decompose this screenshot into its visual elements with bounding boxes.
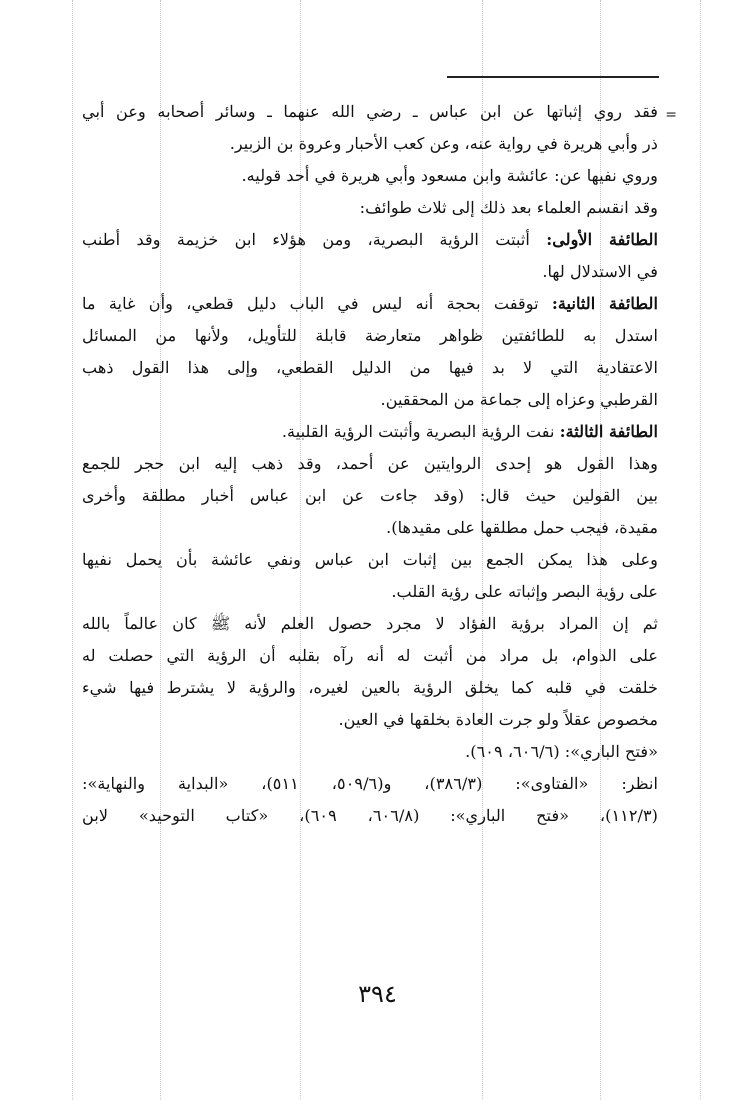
text-line (82, 576, 658, 608)
line-text: وهذا القول هو إحدى الروايتين عن أحمد، وقد ذهب إليه ابن حجر للجمع (82, 454, 658, 473)
section-lead: الطائفة الثالثة: (559, 422, 658, 441)
line-text: وعلى هذا يمكن الجمع بين إثبات ابن عباس ونفي عائشة بأن يحمل نفيها (82, 550, 658, 569)
line-text: وقد انقسم العلماء بعد ذلك إلى ثلاث طوائف: (359, 198, 658, 217)
section-lead: الطائفة الثانية: (551, 294, 658, 313)
footnote-separator-rule (447, 76, 659, 78)
line-text: فقد روي إثباتها عن ابن عباس ـ رضي الله عنهما ـ وسائر أصحابه وعن أبي (82, 102, 658, 121)
text-line (82, 480, 658, 512)
text-line (82, 416, 658, 448)
text-line (82, 800, 658, 832)
line-text: الاعتقادية التي لا بد فيها من الدليل القطعي، وإلى هذا القول ذهب (82, 358, 658, 377)
text-line (82, 256, 658, 288)
text-line (82, 352, 658, 384)
text-line (82, 704, 658, 736)
line-text: نفت الرؤية البصرية وأثبتت الرؤية القلبية. (281, 422, 560, 441)
scan-guide-line (72, 0, 73, 1100)
line-text: في الاستدلال لها. (542, 262, 658, 281)
line-text: ذر وأبي هريرة في رواية عنه، وعن كعب الأحبار وعروة بن الزبير. (229, 134, 658, 153)
line-text: مخصوص عقلاً ولو جرت العادة بخلقها في العين. (338, 710, 658, 729)
line-text: انظر: «الفتاوى»: (٣٨٦/٣)، و(٥٠٩/٦، ٥١١)، «البداية والنهاية»: (82, 774, 658, 793)
continuation-marker: = (665, 107, 677, 123)
section-lead: الطائفة الأولى: (546, 230, 658, 249)
text-line (82, 192, 658, 224)
text-line (82, 640, 658, 672)
line-text: توقفت بحجة أنه ليس في الباب دليل قطعي، وأن غاية ما (82, 294, 552, 313)
text-line (82, 672, 658, 704)
text-line (82, 448, 658, 480)
line-text: «فتح الباري»: (٦٠٦/٦، ٦٠٩). (465, 742, 658, 761)
line-text: استدل به للطائفتين ظواهر متعارضة قابلة للتأويل، ولأنها من المسائل (82, 326, 658, 345)
line-text: بين القولين حيث قال: (وقد جاءت عن ابن عباس أخبار مطلقة وأخرى (82, 486, 658, 505)
text-line (82, 320, 658, 352)
line-text: مقيدة، فيجب حمل مطلقها على مقيدها). (386, 518, 658, 537)
line-text: (١١٢/٣)، «فتح الباري»: (٦٠٦/٨، ٦٠٩)، «كتاب التوحيد» لابن (82, 806, 658, 825)
text-line (82, 544, 658, 576)
line-text: أثبتت الرؤية البصرية، ومن هؤلاء ابن خزيمة وقد أطنب (82, 230, 547, 249)
line-text: خلقت في قلبه كما يخلق الرؤية بالعين لغيره، والرؤية لا يشترط فيها شيء (82, 678, 658, 697)
text-line (82, 512, 658, 544)
line-text: ثم إن المراد برؤية الفؤاد لا مجرد حصول العلم لأنه ﷺ كان عالماً بالله (82, 614, 658, 633)
footnote-body (82, 96, 658, 832)
line-text: على رؤية البصر وإثباته على رؤية القلب. (391, 582, 658, 601)
text-line (82, 96, 658, 128)
text-line (82, 384, 658, 416)
text-line (82, 224, 658, 256)
line-text: وروي نفيها عن: عائشة وابن مسعود وأبي هريرة في أحد قوليه. (241, 166, 658, 185)
page-number: ٣٩٤ (358, 980, 397, 1008)
text-line (82, 288, 658, 320)
text-line (82, 608, 658, 640)
text-line (82, 768, 658, 800)
text-line (82, 736, 658, 768)
line-text: القرطبي وعزاه إلى جماعة من المحققين. (380, 390, 658, 409)
text-line (82, 160, 658, 192)
text-line (82, 128, 658, 160)
scan-guide-line (700, 0, 701, 1100)
line-text: على الدوام، بل مراد من أثبت له أنه رآه بقلبه أن الرؤية التي حصلت له (82, 646, 658, 665)
